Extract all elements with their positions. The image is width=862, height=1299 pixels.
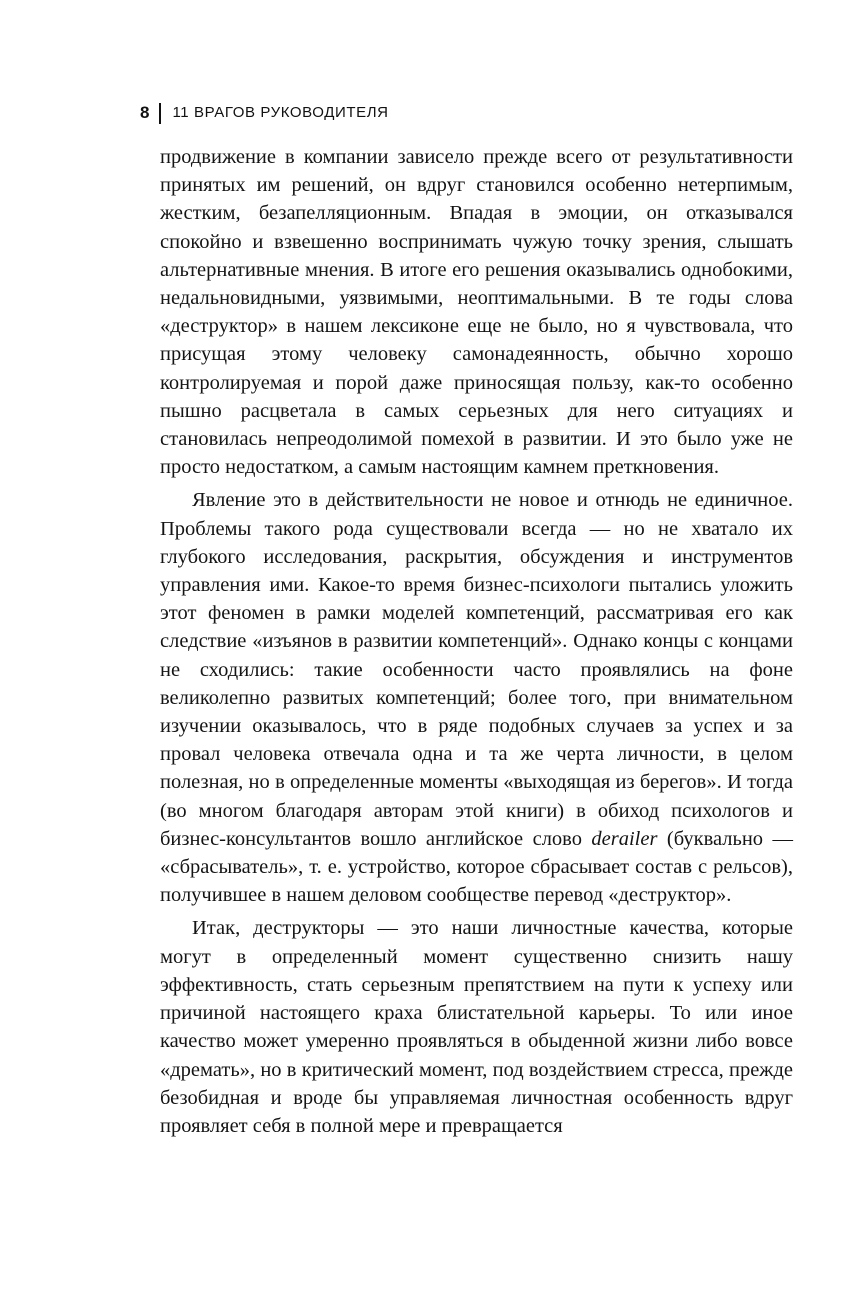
running-title: 11 ВРАГОВ РУКОВОДИТЕЛЯ [172,104,389,121]
paragraph-2-after-term: (буквально — «сбрасыватель», т. е. устройство, которое сбрасывает состав с рельсов), получившее в нашем деловом сообществе перевод «деструктор». [160,827,793,907]
header-divider [159,103,161,124]
paragraph-3: Итак, деструкторы — это наши личностные качества, которые могут в определенный момент существенно снизить нашу эффективность, стать серьезным препятствием на пути к успеху или причиной настоящего краха блистательной карьеры. То или иное качество может умеренно проявляться в обыденной жизни либо вовсе «дремать», но в критический момент, под воздействием стресса, прежде безобидная и вроде бы управляемая личностная особенность вдруг проявляет себя в полной мере и превращается [160,917,793,1137]
page-body [160,143,793,1140]
paragraph-1: продвижение в компании зависело прежде всего от результативности принятых им решений, он вдруг становился особенно нетерпимым, жестким, безапелляционным. Впадая в эмоции, он отказывался спокойно и взвешенно воспринимать чужую точку зрения, слышать альтернативные мнения. В итоге его решения оказывались однобокими, недальновидными, уязвимыми, неоптимальными. В те годы слова «деструктор» в нашем лексиконе еще не было, но я чувствовала, что присущая этому человеку самонадеянность, обычно хорошо контролируемая и порой даже приносящая пользу, как-то особенно пышно расцветала в самых серьезных для него ситуациях и становилась непреодолимой помехой в развитии. И это было уже не просто недостатком, а самым настоящим камнем преткновения. [160,146,793,479]
paragraph-2 [160,486,793,909]
page-number: 8 [140,103,150,122]
paragraph-2-before-term: Явление это в действительности не новое и отнюдь не единичное. Проблемы такого рода существовали всегда — но не хватало их глубокого исследования, раскрытия, обсуждения и инструментов управления ими. Какое-то время бизнес-психологи пытались уложить этот феномен в рамки моделей компетенций, рассматривая его как следствие «изъянов в развитии компетенций». Однако концы с концами не сходились: такие особенности часто проявлялись на фоне великолепно развитых компетенций; более того, при внимательном изучении оказывалось, что в ряде подобных случаев за успех и за провал человека отвечала одна и та же черта личности, в целом полезная, но в определенные моменты «выходящая из берегов». И тогда (во многом благодаря авторам этой книги) в обиход психологов и бизнес-консультантов вошло английское слово [160,489,793,850]
running-head [140,102,389,124]
italic-term-derailer: derailer [591,827,658,850]
